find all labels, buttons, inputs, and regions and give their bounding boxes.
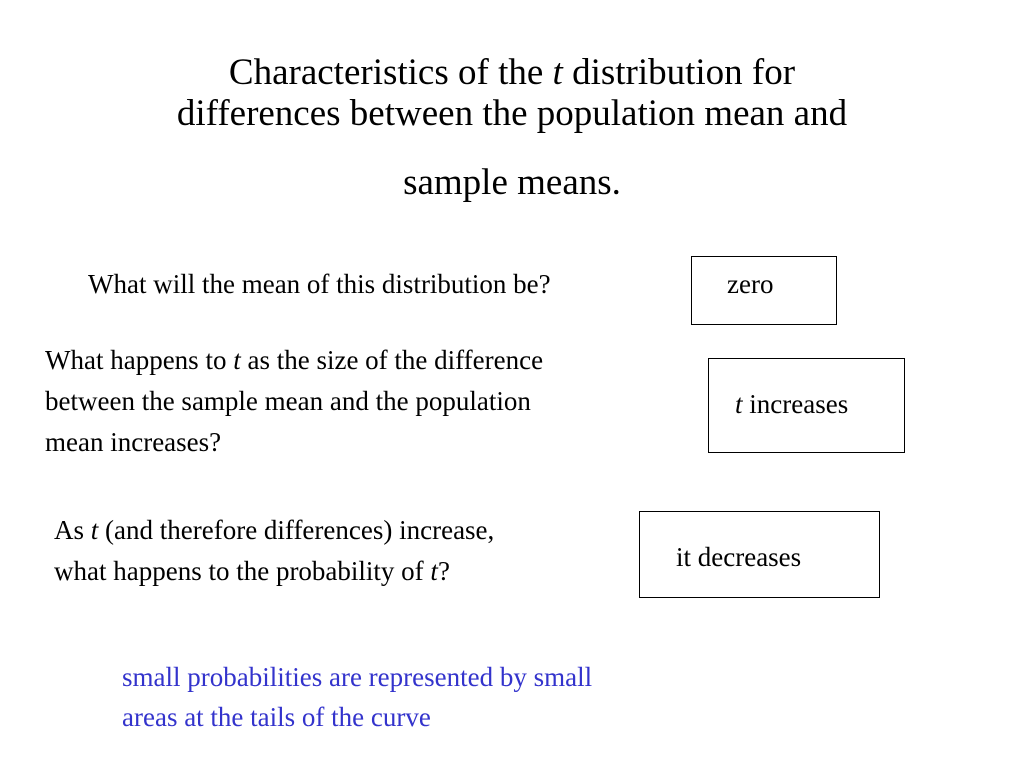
answer-mean: zero xyxy=(727,269,774,299)
question-probability-line-2: what happens to the probability of t? xyxy=(54,556,450,586)
tail-note-line-2: areas at the tails of the curve xyxy=(122,702,431,732)
question-probability xyxy=(54,510,494,592)
tail-note-line-1: small probabilities are represented by small xyxy=(122,662,593,692)
title-line-3: sample means. xyxy=(403,162,621,203)
answer-probability: it decreases xyxy=(676,542,802,572)
question-t-size-line-3: mean increases? xyxy=(45,427,222,457)
tail-note xyxy=(122,657,592,737)
question-probability-line-1: As t (and therefore differences) increase, xyxy=(54,515,495,545)
slide-title xyxy=(0,54,1024,201)
title-line-1: Characteristics of the t distribution for xyxy=(228,52,796,93)
answer-t-size: t increases xyxy=(735,389,849,419)
question-t-size-line-1: What happens to t as the size of the difference xyxy=(45,345,544,375)
question-t-size-line-2: between the sample mean and the population xyxy=(45,386,531,416)
question-mean: What will the mean of this distribution be? xyxy=(88,269,551,299)
title-line-2: differences between the population mean and xyxy=(176,93,848,134)
question-t-size xyxy=(45,340,543,463)
